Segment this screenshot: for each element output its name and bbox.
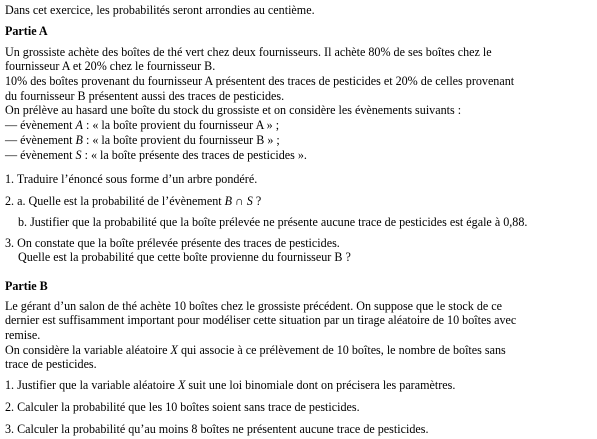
part-a-question-1: 1. Traduire l’énoncé sous forme d’un arbre pondéré. <box>5 172 258 186</box>
event-s <box>5 148 307 162</box>
part-a-question-3-line-1: 3. On constate que la boîte prélevée présente des traces de pesticides. <box>5 236 340 250</box>
part-b-para2-line-1 <box>5 343 506 357</box>
pb-q1-var: X <box>177 378 186 392</box>
event-a-var: A <box>75 118 83 132</box>
part-b-question-3: 3. Calculer la probabilité qu’au moins 8 boîtes ne présentent aucune trace de pesticides. <box>5 422 429 436</box>
part-a-para-line-5: On prélève au hasard une boîte du stock du grossiste et on considère les évènements suivants : <box>5 103 462 117</box>
part-b-question-2: 2. Calculer la probabilité que les 10 boîtes soient sans trace de pesticides. <box>5 400 360 414</box>
event-b <box>5 133 280 147</box>
para2-text: On considère la variable aléatoire <box>5 343 171 357</box>
event-b-prefix: — évènement <box>5 133 76 147</box>
pb-q1-end: suit une loi binomiale dont on précisera les paramètres. <box>185 378 456 392</box>
event-s-text: : « la boîte présente des traces de pesticides ». <box>81 148 307 162</box>
pb-q1-text: 1. Justifier que la variable aléatoire <box>5 378 178 392</box>
event-b-var: B <box>75 133 83 147</box>
event-s-var: S <box>75 148 82 162</box>
intro-text: Dans cet exercice, les probabilités seront arrondies au centième. <box>5 3 315 17</box>
event-s-prefix: — évènement <box>5 148 76 162</box>
part-b-para-line-3: remise. <box>5 328 41 342</box>
q2a-end: ? <box>252 194 262 208</box>
event-a <box>5 118 279 132</box>
part-b-para-line-2: dernier est suffisamment important pour modéliser cette situation par un tirage aléatoire de 10 boîtes avec <box>5 313 517 327</box>
para2-end: qui associe à ce prélèvement de 10 boîtes, le nombre de boîtes sans <box>177 343 506 357</box>
part-a-question-2a <box>5 194 261 208</box>
part-b-para-line-1: Le gérant d’un salon de thé achète 10 boîtes chez le grossiste précédent. On suppose que le stock de ce <box>5 299 503 313</box>
part-b-para2-line-2: trace de pesticides. <box>5 357 97 371</box>
part-a-para-line-3: 10% des boîtes provenant du fournisseur A présentent des traces de pesticides et 20% de celles provenant <box>5 74 515 88</box>
para2-var: X <box>170 343 178 357</box>
event-a-prefix: — évènement <box>5 118 76 132</box>
part-a-para-line-1: Un grossiste achète des boîtes de thé vert chez deux fournisseurs. Il achète 80% de ses boîtes chez le <box>5 45 492 59</box>
q2a-math: B ∩ S <box>224 194 253 208</box>
event-b-text: : « la boîte provient du fournisseur B » ; <box>82 133 280 147</box>
part-a-para-line-2: fournisseur A et 20% chez le fournisseur B. <box>5 59 216 73</box>
part-b-heading: Partie B <box>5 279 48 293</box>
event-a-text: : « la boîte provient du fournisseur A » ; <box>82 118 280 132</box>
part-a-question-2b: b. Justifier que la probabilité que la boîte prélevée ne présente aucune trace de pesticides est égale à 0,88. <box>18 215 528 229</box>
part-a-question-3-line-2: Quelle est la probabilité que cette boîte provienne du fournisseur B ? <box>18 250 351 264</box>
part-b-question-1 <box>5 378 455 392</box>
q2a-text: 2. a. Quelle est la probabilité de l’évènement <box>5 194 225 208</box>
part-a-para-line-4: du fournisseur B présentent aussi des traces de pesticides. <box>5 89 285 103</box>
part-a-heading: Partie A <box>5 24 48 38</box>
